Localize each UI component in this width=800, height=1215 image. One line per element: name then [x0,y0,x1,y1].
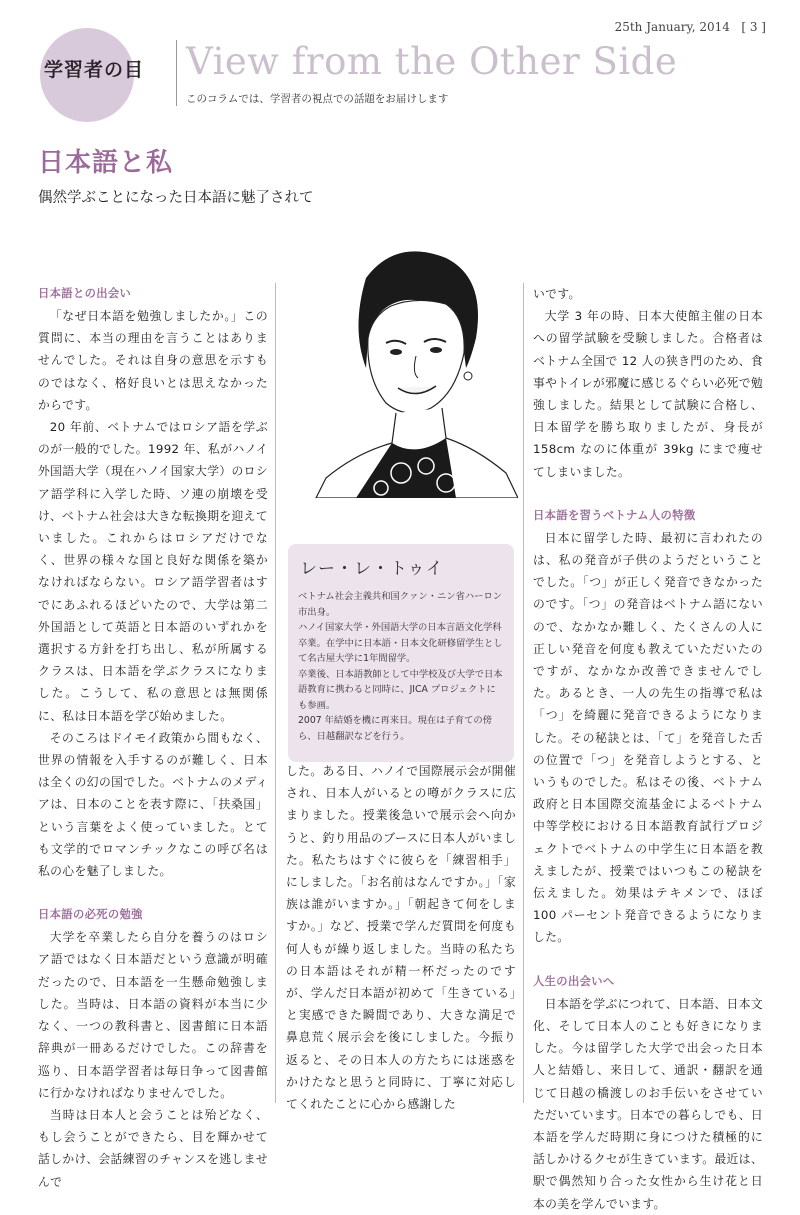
paragraph: 大学を卒業したら自分を養うのはロシア語ではなく日本語だという意識が明確だったので、日本語を一生懸命勉強しました。当時は、日本語の資料が本当に少なく、一つの教科書と、図書館に日本語辞典が一冊あるだけでした。この辞書を巡り、日本語学習者は毎日争って図書館に行かなければなりませんでした。 [38,930,268,1100]
paragraph: 日本語を学ぶにつれて、日本語、日本文化、そして日本人のことも好きになりました。今は留学した大学で出会った日本人と結婚し、来日して、通訳・翻訳を通じて日越の橋渡しのお手伝いをさせていただいています。日本での暮らしでも、日本語を学んだ時期に身につけた積極的に話しかけるクセが生きています。最近は、駅で偶然知り合った女性から生け花と日本の美を学んでいます。 [533,996,763,1211]
column-subtitle: このコラムでは、学習者の視点での話題をお届けします [186,93,449,105]
bio-line: ベトナム社会主義共和国クァン・ニン省ハーロン市出身。 [298,591,503,618]
paragraph: した。ある日、ハノイで国際展示会が開催され、日本人がいるとの噂がクラスに広まりました。授業後急いで展示会へ向かうと、釣り用品のブースに日本人がいました。私たちはすぐに彼らを「練習相手」にしました。「お名前はなんですか。」「家族は誰がいますか。」「朝起きて何をしますか。」など、授業で学んだ質問を何度も何人もが繰り返しました。当時の私たちの日本語はそれが精一杯だったのですが、学んだ日本語が初めて「生きている」と実感できた瞬間であり、大きな満足で鼻息荒く展示会を後にしました。今振り返ると、その日本人の方たちには迷惑をかけたなと思うと同時に、丁寧に対応してくれたことに心から感謝した [286,764,516,1112]
article-subtitle: 偶然学ぶことになった日本語に魅了されて [38,190,314,206]
bio-line: 2007 年結婚を機に再来日。現在は子育ての傍ら、日越翻訳などを行う。 [298,715,492,742]
paragraph: 20 年前、ベトナムではロシア語を学ぶのが一般的でした。1992 年、私がハノイ外国語大学（現在ハノイ国家大学）のロシア語学科に入学した時、ソ連の崩壊を受け、ベトナム社会は大きな転換期を迎えていました。これからはロシアだけでなく、世界の様々な国と良好な関係を築かなければならない。ロシア語学習者はすでにあふれるほどいたので、大学は第二外国語として英語と日本語のいずれかを選択する方針を打ち出し、私が所属するクラスは、日本語を学ぶクラスになりました。こうして、私の意思とは無関係に、私は日本語を学び始めました。 [38,420,268,723]
column-title: View from the Other Side [186,40,678,83]
profile-bio [298,589,504,744]
profile-box [288,544,514,762]
paragraph: 「なぜ日本語を勉強しましたか。」この質問に、本当の理由を言うことはありませんでした。それは自身の意思を示すものではなく、格好良いとは思えなかったからです。 [38,309,268,412]
page-number: [ 3 ] [741,20,766,34]
paragraph: そのころはドイモイ政策から間もなく、世界の情報を入手するのが難しく、日本は全くの幻の国でした。ベトナムのメディアは、日本のことを表す際に、「扶桑国」という言葉をよく使っていました。とても文学的でロマンチックなこの呼び名は私の心を魅了しました。 [38,730,268,879]
section-heading: 日本語を習うベトナム人の特徴 [533,508,696,522]
article-column-1 [38,283,268,1193]
profile-name: レー・レ・トゥイ [300,559,444,579]
paragraph: 大学 3 年の時、日本大使館主催の日本への留学試験を受験しました。合格者はベトナム全国で 12 人の狭き門のため、食事やトイレが邪魔に感じるぐらい必死で勉強しました。結果として試験に合格し、日本留学を勝ち取りましたが、身長が 158cm なのに体重が 39kg にまで痩せてしまいました。 [533,309,763,479]
paragraph: いです。 [533,287,581,301]
column-divider [275,283,276,1103]
article-column-3 [533,283,763,1215]
portrait-illustration [296,238,518,498]
bio-line: 卒業後、日本語教師として中学校及び大学で日本語教育に携わると同時に、JICA プロジェクトにも参画。 [298,668,503,711]
section-heading: 人生の出会いへ [533,974,615,988]
header-divider [176,40,177,106]
date-text: 25th January, 2014 [614,20,730,34]
paragraph: 日本に留学した時、最初に言われたのは、私の発音が子供のようだということでした。「つ」が正しく発音できなかったのです。「つ」の発音はベトナム語にないので、なかなか難しく、たくさんの人に正しい発音を何度も教えていただいたのですが、なかなか改善できませんでした。あるとき、一人の先生の指導で私は「つ」を綺麗に発音できるようになりました。その秘訣とは、「て」を発音した舌の位置で「つ」を発音しようとする、というものでした。私はその後、ベトナム政府と日本国際交流基金によるベトナム中等学校における日本語教育試行プロジェクトでベトナムの中学生に日本語を教えましたが、授業ではいつもこの秘訣を伝えました。効果はテキメンで、ほぼ 100 パーセント発音できるようになりました。 [533,530,763,945]
column-divider [523,283,524,1103]
column-label: 学習者の目 [44,59,145,81]
bio-line: ハノイ国家大学・外国語大学の日本言語文化学科卒業。在学中に日本語・日本文化研修留学生として名古屋大学に1年間留学。 [298,622,503,664]
section-heading: 日本語の必死の勉強 [38,908,143,922]
issue-date [615,20,766,34]
paragraph: 当時は日本人と会うことは殆どなく、もし会うことができたら、目を輝かせて話しかけ、会話練習のチャンスを逃しませんで [38,1107,268,1189]
article-title: 日本語と私 [38,148,174,178]
article-column-2 [286,760,516,1115]
section-heading: 日本語との出会い [38,287,132,300]
